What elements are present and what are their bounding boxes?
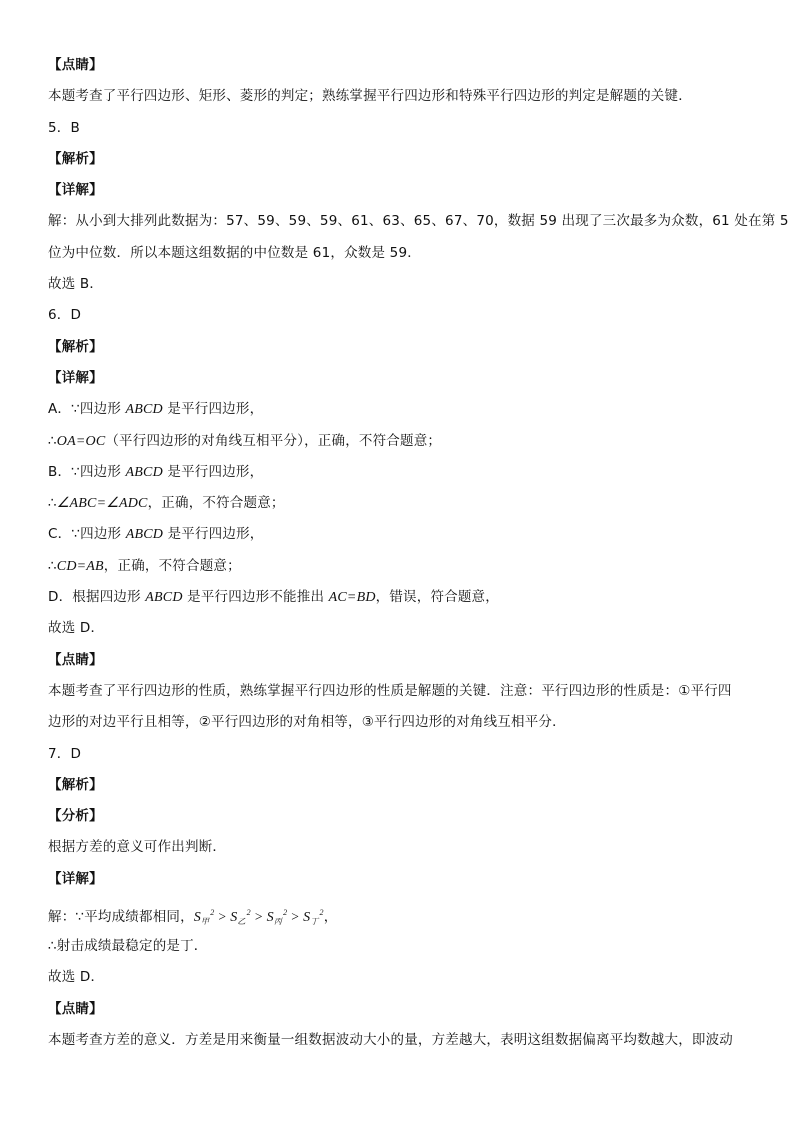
- s-letter: S: [303, 910, 311, 926]
- text-segment: ∴: [48, 557, 57, 574]
- subscript: 甲: [201, 917, 210, 927]
- text-segment: A．∵四边形: [48, 401, 126, 418]
- paragraph-text: 位为中位数．所以本题这组数据的中位数是 61，众数是 59．: [48, 244, 421, 261]
- subscript: 乙: [237, 917, 246, 927]
- option-a-conclusion: [48, 426, 748, 457]
- answer-7: 7．D: [48, 745, 82, 762]
- paragraph-text: ∴射击成绩最稳定的是丁．: [48, 938, 208, 955]
- s-letter: S: [193, 910, 201, 926]
- greater-than: >: [291, 909, 300, 925]
- s-letter: S: [230, 910, 238, 926]
- math-variable: ABCD: [125, 464, 163, 480]
- variance-comparison-line: [48, 895, 748, 931]
- variance-symbol-jia: [194, 910, 215, 925]
- superscript: 2: [283, 908, 288, 918]
- variance-symbol-yi: [230, 910, 251, 925]
- text-segment: 是平行四边形不能推出: [182, 589, 329, 606]
- text-segment: D．根据四边形: [48, 589, 146, 606]
- option-c-line: [48, 519, 748, 550]
- option-d-line: [48, 582, 748, 613]
- math-variable: AC=BD: [328, 590, 376, 606]
- text-segment: 解：∵平均成绩都相同，: [48, 909, 194, 926]
- superscript: 2: [246, 908, 251, 918]
- section-heading-xiangjie: 【详解】: [48, 369, 103, 386]
- paragraph-text: 本题考查了平行四边形、矩形、菱形的判定；熟练掌握平行四边形和特殊平行四边形的判定是解题的关键．: [48, 88, 692, 105]
- text-segment: C．∵四边形: [48, 526, 126, 543]
- section-heading-xiangjie: 【详解】: [48, 182, 103, 199]
- text-segment: ，正确，不符合题意；: [103, 557, 241, 574]
- text-segment: ∴: [48, 495, 57, 512]
- paragraph-text: 边形的对边平行且相等，②平行四边形的对角相等，③平行四边形的对角线互相平分．: [48, 714, 566, 731]
- greater-than: >: [254, 909, 263, 925]
- math-variable: ABCD: [145, 590, 183, 606]
- choose-answer: 故选 D．: [48, 969, 105, 986]
- section-heading-dianjing: 【点睛】: [48, 651, 103, 668]
- text-segment: B．∵四边形: [48, 463, 126, 480]
- text-segment: ，错误，符合题意，: [375, 589, 499, 606]
- text-segment: ，正确，不符合题意；: [147, 495, 285, 512]
- section-heading-dianjing: 【点睛】: [48, 57, 103, 73]
- math-variable: ABCD: [125, 527, 164, 543]
- section-heading-xiangjie: 【详解】: [48, 870, 103, 887]
- math-variable: ∠ABC=∠ADC: [56, 496, 148, 512]
- section-heading-jiexi: 【解析】: [48, 338, 103, 355]
- choose-answer: 故选 D．: [48, 620, 105, 637]
- text-segment: （平行四边形的对角线互相平分），正确，不符合题意；: [105, 432, 442, 449]
- math-variable: ABCD: [125, 402, 163, 418]
- math-variable: OA=OC: [56, 433, 106, 449]
- text-segment: 是平行四边形，: [162, 463, 264, 480]
- paragraph-text: 根据方差的意义可作出判断．: [48, 839, 227, 856]
- text-segment: 是平行四边形，: [162, 401, 264, 418]
- text-segment: 是平行四边形，: [163, 526, 264, 543]
- greater-than: >: [218, 909, 227, 925]
- section-heading-jiexi: 【解析】: [48, 150, 103, 167]
- math-variable: CD=AB: [56, 558, 104, 574]
- superscript: 2: [319, 908, 324, 918]
- option-a-line: [48, 394, 748, 425]
- subscript: 丁: [310, 917, 319, 927]
- s-letter: S: [266, 910, 274, 926]
- text-segment: ，: [323, 909, 338, 926]
- document-page: [48, 50, 789, 1056]
- section-heading-jiexi: 【解析】: [48, 776, 103, 793]
- variance-symbol-bing: [267, 910, 288, 925]
- section-heading-fenxi: 【分析】: [48, 808, 103, 825]
- answer-6: 6．D: [48, 307, 82, 324]
- superscript: 2: [210, 908, 215, 918]
- paragraph-text: 本题考查方差的意义．方差是用来衡量一组数据波动大小的量，方差越大，表明这组数据偏离平均数越大，即波动: [48, 1031, 733, 1048]
- option-b-conclusion: [48, 488, 748, 519]
- text-segment: ∴: [48, 432, 57, 449]
- choose-answer: 故选 B．: [48, 276, 104, 293]
- paragraph-text: 解：从小到大排列此数据为：57、59、59、59、61、63、65、67、70，数据 59 出现了三次最多为众数，61 处在第 5: [48, 213, 789, 230]
- option-c-conclusion: [48, 551, 748, 582]
- paragraph-text: 本题考查了平行四边形的性质，熟练掌握平行四边形的性质是解题的关键．注意：平行四边形的性质是：①平行四: [48, 682, 732, 699]
- variance-symbol-ding: [303, 910, 324, 925]
- section-heading-dianjing: 【点睛】: [48, 1000, 103, 1017]
- subscript: 丙: [273, 917, 283, 927]
- answer-5: 5．B: [48, 119, 80, 136]
- option-b-line: [48, 457, 748, 488]
